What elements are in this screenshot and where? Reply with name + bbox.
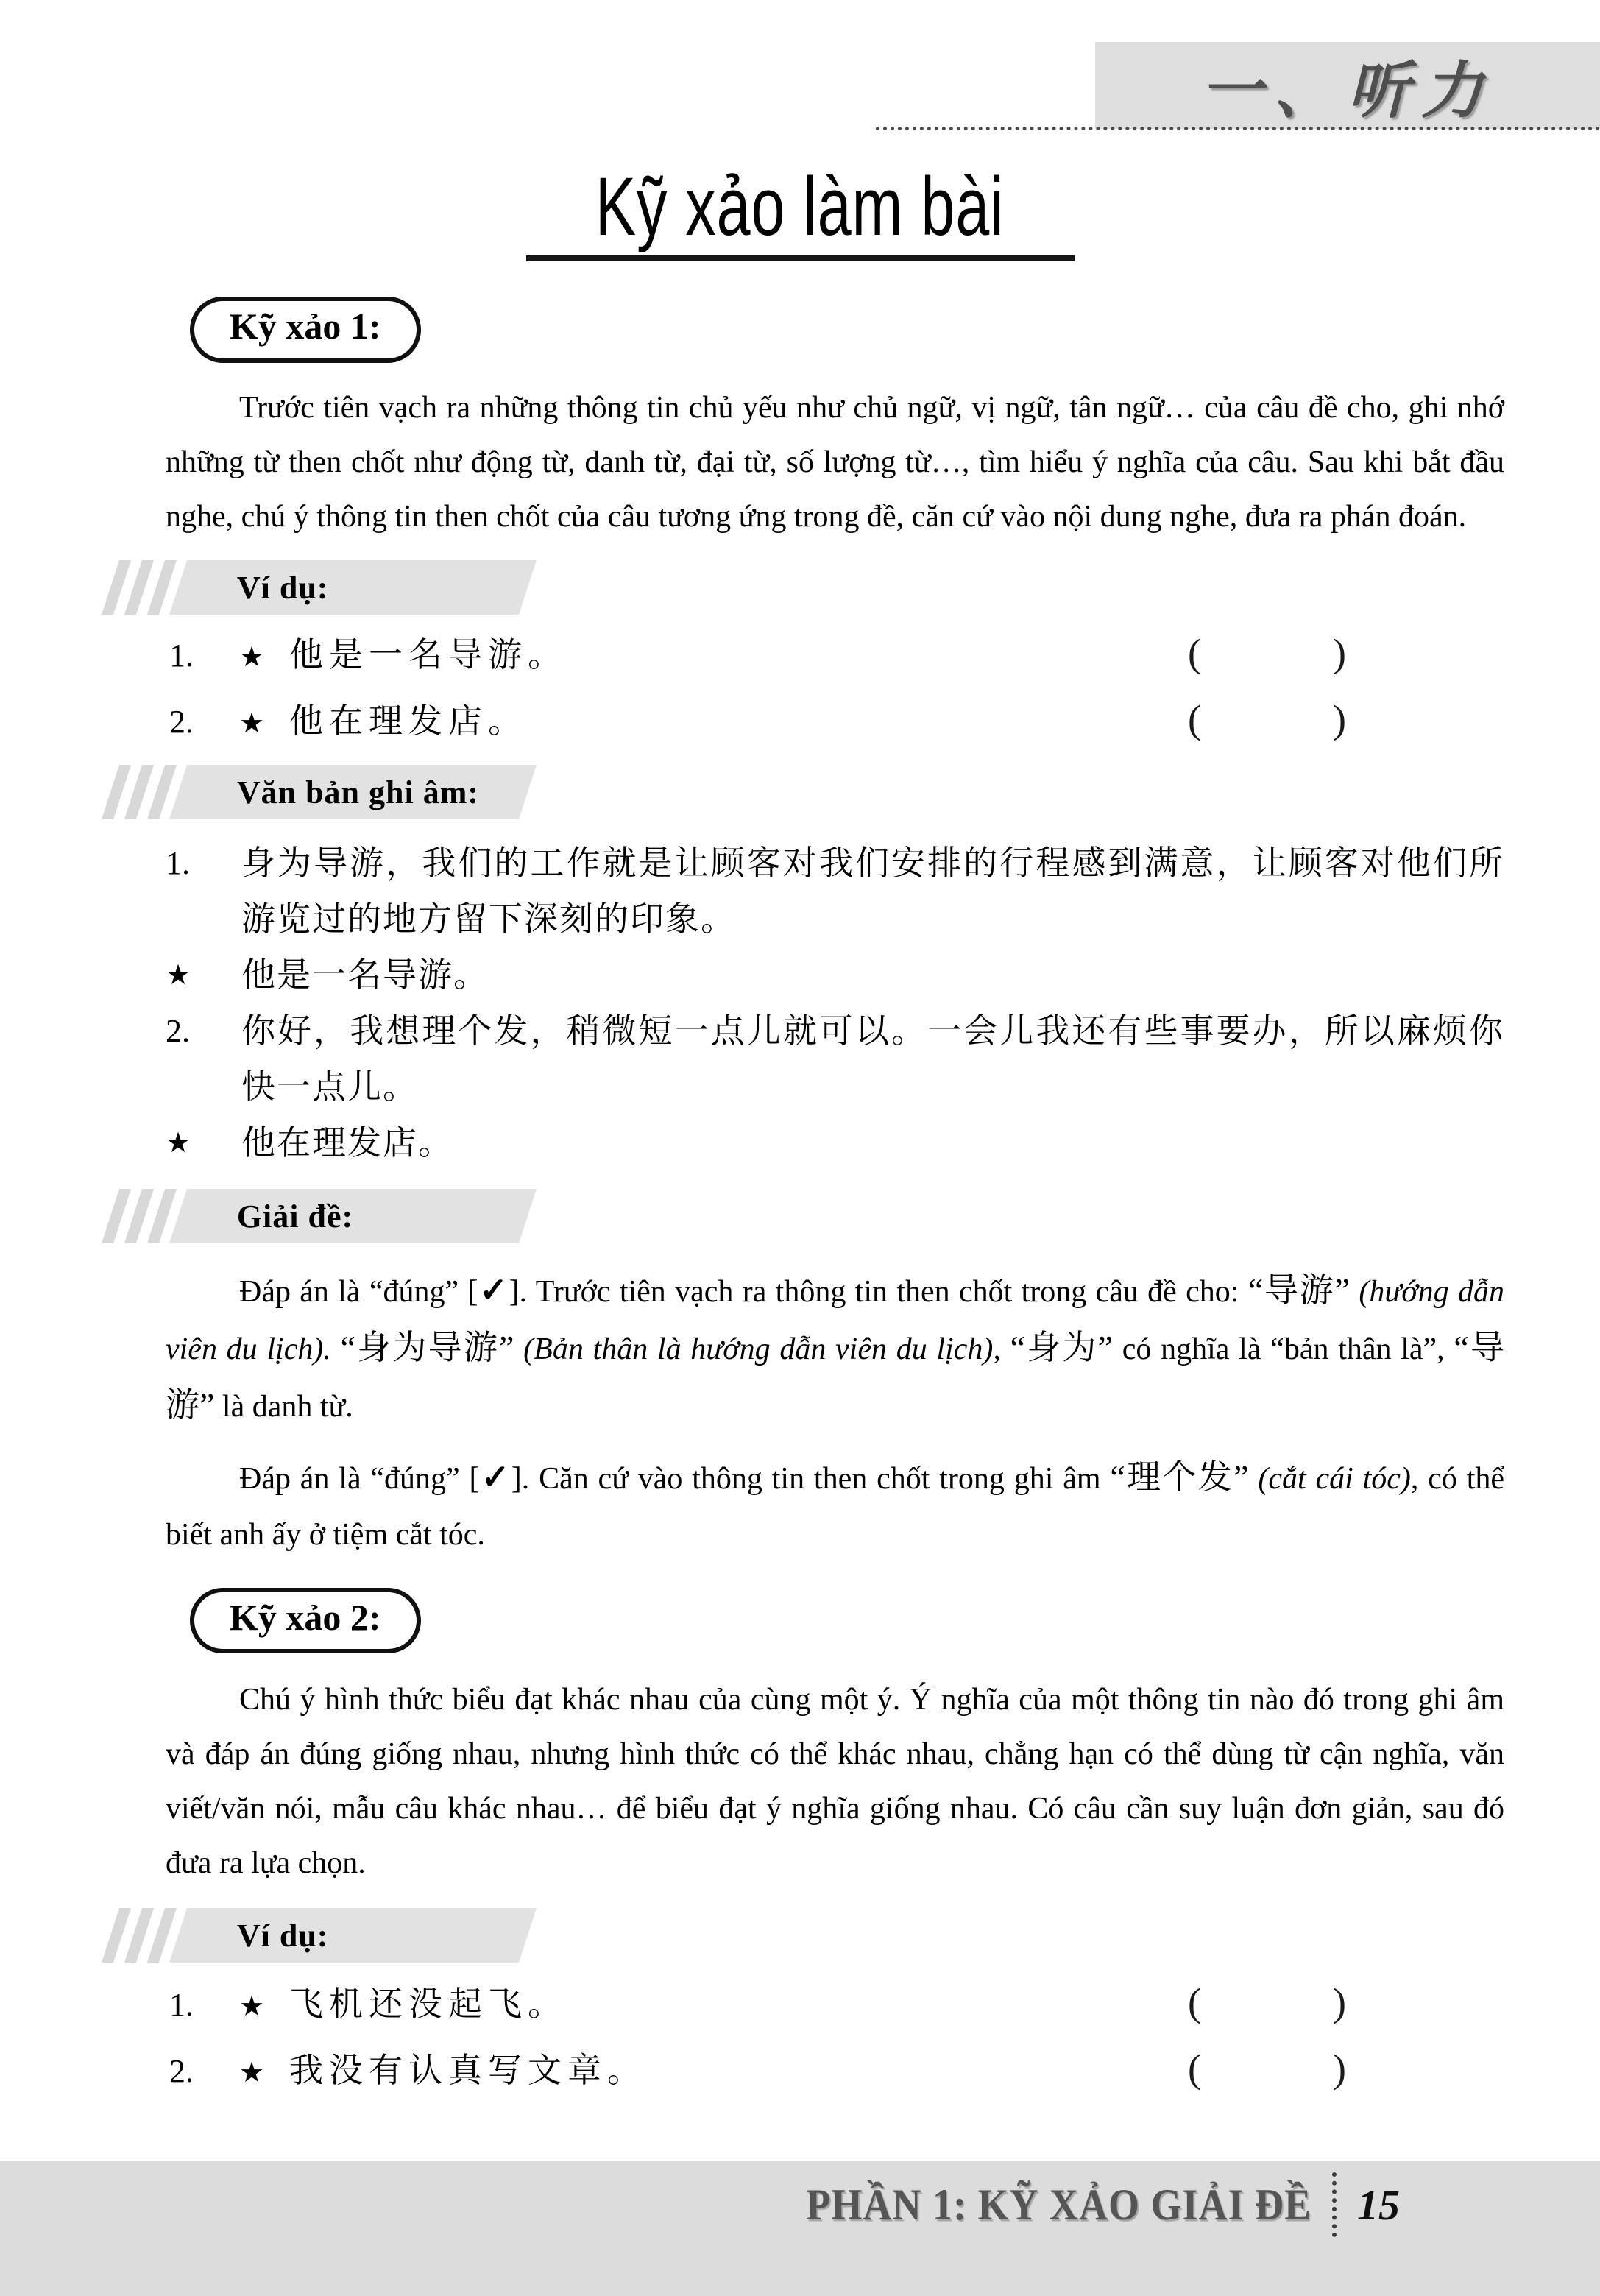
skill-1-badge: Kỹ xảo 1:	[190, 297, 421, 363]
paren-close: )	[1333, 696, 1346, 741]
translation-italic: (cắt cái tóc)	[1248, 1461, 1411, 1496]
paren-open: (	[1188, 696, 1201, 741]
text-run: , có thể biết anh ấy ở tiệm cắt tóc.	[166, 1461, 1505, 1552]
text-run: có nghĩa là “bản thân là”,	[1113, 1332, 1454, 1366]
example-2-tag	[110, 1908, 1600, 1963]
text-run: là danh từ.	[214, 1389, 353, 1424]
paren-open: (	[1188, 1980, 1201, 2024]
transcript-text: 他是一名导游。	[241, 956, 489, 994]
solution-label: Giải đề:	[237, 1198, 354, 1234]
transcript-text: 他在理发店。	[241, 1123, 453, 1162]
chapter-title-calligraphy: 一、听力	[1200, 53, 1495, 127]
text-run: Đáp án là “đúng” [	[239, 1461, 480, 1496]
item-number: 2.	[166, 1012, 190, 1049]
checkmark-icon: ✓	[479, 1458, 511, 1496]
solution-paragraph-2	[166, 1449, 1504, 1563]
translation-italic: (Bản thân là hướng dẫn viên du lịch),	[514, 1332, 1010, 1366]
paren-close: )	[1333, 630, 1346, 675]
item-number: 2.	[169, 2053, 194, 2089]
transcript-label: Văn bản ghi âm:	[237, 774, 480, 810]
text-run: ]. Trước tiên vạch ra thông tin then chốt trong câu đề cho:	[509, 1274, 1248, 1309]
item-number: 2.	[169, 703, 194, 740]
tag-box	[169, 765, 537, 819]
star-icon: ★	[239, 707, 265, 739]
example-1-item-1	[169, 629, 1504, 681]
footer-inner	[806, 2172, 1400, 2237]
item-number: 1.	[169, 1987, 194, 2023]
page-number: 15	[1357, 2180, 1400, 2229]
paren-open: (	[1188, 630, 1201, 675]
example-1-tag	[110, 560, 1600, 615]
transcript-answer-row	[166, 1115, 1504, 1171]
item-number: 1.	[169, 637, 194, 674]
example-2-item-1	[169, 1979, 1504, 2030]
tag-box	[169, 1189, 537, 1243]
title-underline	[526, 255, 1075, 261]
skill-2-badge: Kỹ xảo 2:	[190, 1588, 421, 1654]
star-icon: ★	[166, 959, 191, 991]
chinese-term: “身为”	[1010, 1328, 1114, 1366]
star-icon: ★	[239, 2057, 265, 2088]
text-run: ]. Căn cứ vào thông tin then chốt trong ghi âm	[511, 1461, 1111, 1496]
statement-text: 飞机还没起飞。	[289, 1985, 567, 2023]
star-icon: ★	[166, 1127, 191, 1159]
example-1-label: Ví dụ:	[237, 569, 329, 605]
solution-tag	[110, 1189, 1600, 1243]
transcript-item-row	[166, 1003, 1504, 1115]
star-icon: ★	[239, 1991, 265, 2022]
answer-blank	[1188, 696, 1346, 743]
statement-text: 我没有认真写文章。	[289, 2052, 647, 2089]
example-2-label: Ví dụ:	[237, 1917, 329, 1954]
chinese-term: “身为导游”	[340, 1328, 514, 1366]
transcript-text: 你好，我想理个发，稍微短一点儿就可以。一会儿我还有些事要办，所以麻烦你快一点儿。	[241, 1011, 1504, 1106]
example-1-item-2	[169, 696, 1504, 747]
transcript-tag	[110, 765, 1600, 819]
statement-text: 他是一名导游。	[289, 635, 567, 674]
solution-paragraph-1	[166, 1262, 1504, 1435]
example-2-item-2	[169, 2045, 1504, 2097]
tag-box	[169, 560, 537, 615]
footer-section-title: PHẦN 1: KỸ XẢO GIẢI ĐỀ	[806, 2180, 1311, 2230]
skill-1-intro: Trước tiên vạch ra những thông tin chủ yếu như chủ ngữ, vị ngữ, tân ngữ… của câu đề cho, ghi nhớ những từ then chốt như động từ, danh từ, đại từ, số lượng từ…, tìm hiểu ý nghĩa của câu. Sau khi bắt đầu nghe, chú ý thông tin then chốt của câu tương ứng trong đề, căn cứ vào nội dung nghe, đưa ra phán đoán.	[166, 390, 1504, 534]
transcript-answer-row	[166, 947, 1504, 1003]
page-title: Kỹ xảo làm bài	[595, 160, 1005, 253]
tag-box	[169, 1908, 537, 1963]
chinese-term: “理个发”	[1110, 1458, 1249, 1496]
translation-italic: (hướng dẫn viên du lịch).	[166, 1274, 1504, 1366]
answer-blank	[1188, 1979, 1346, 2026]
transcript-item-row	[166, 836, 1504, 947]
page-footer	[0, 2161, 1600, 2296]
footer-dotted-divider	[1332, 2172, 1337, 2237]
paren-close: )	[1333, 2046, 1346, 2091]
paren-close: )	[1333, 1980, 1346, 2024]
star-icon: ★	[239, 641, 265, 673]
item-number: 1.	[166, 844, 190, 881]
answer-blank	[1188, 629, 1346, 677]
checkmark-icon: ✓	[478, 1271, 509, 1309]
answer-blank	[1188, 2045, 1346, 2092]
skill-2-intro: Chú ý hình thức biểu đạt khác nhau của cùng một ý. Ý nghĩa của một thông tin nào đó trong ghi âm và đáp án đúng giống nhau, nhưng hình thức có thể khác nhau, chẳng hạn có thể dùng từ cận nghĩa, văn viết/văn nói, mẫu câu khác nhau… để biểu đạt ý nghĩa giống nhau. Có câu cần suy luận đơn giản, sau đó đưa ra lựa chọn.	[166, 1683, 1504, 1880]
chinese-term: “导游”	[166, 1328, 1504, 1424]
chinese-term: “导游”	[1247, 1271, 1351, 1309]
paren-open: (	[1188, 2046, 1201, 2091]
statement-text: 他在理发店。	[289, 702, 528, 740]
text-run: Đáp án là “đúng” [	[239, 1274, 478, 1309]
transcript-text: 身为导游，我们的工作就是让顾客对我们安排的行程感到满意，让顾客对他们所游览过的地方留下深刻的印象。	[241, 844, 1504, 938]
